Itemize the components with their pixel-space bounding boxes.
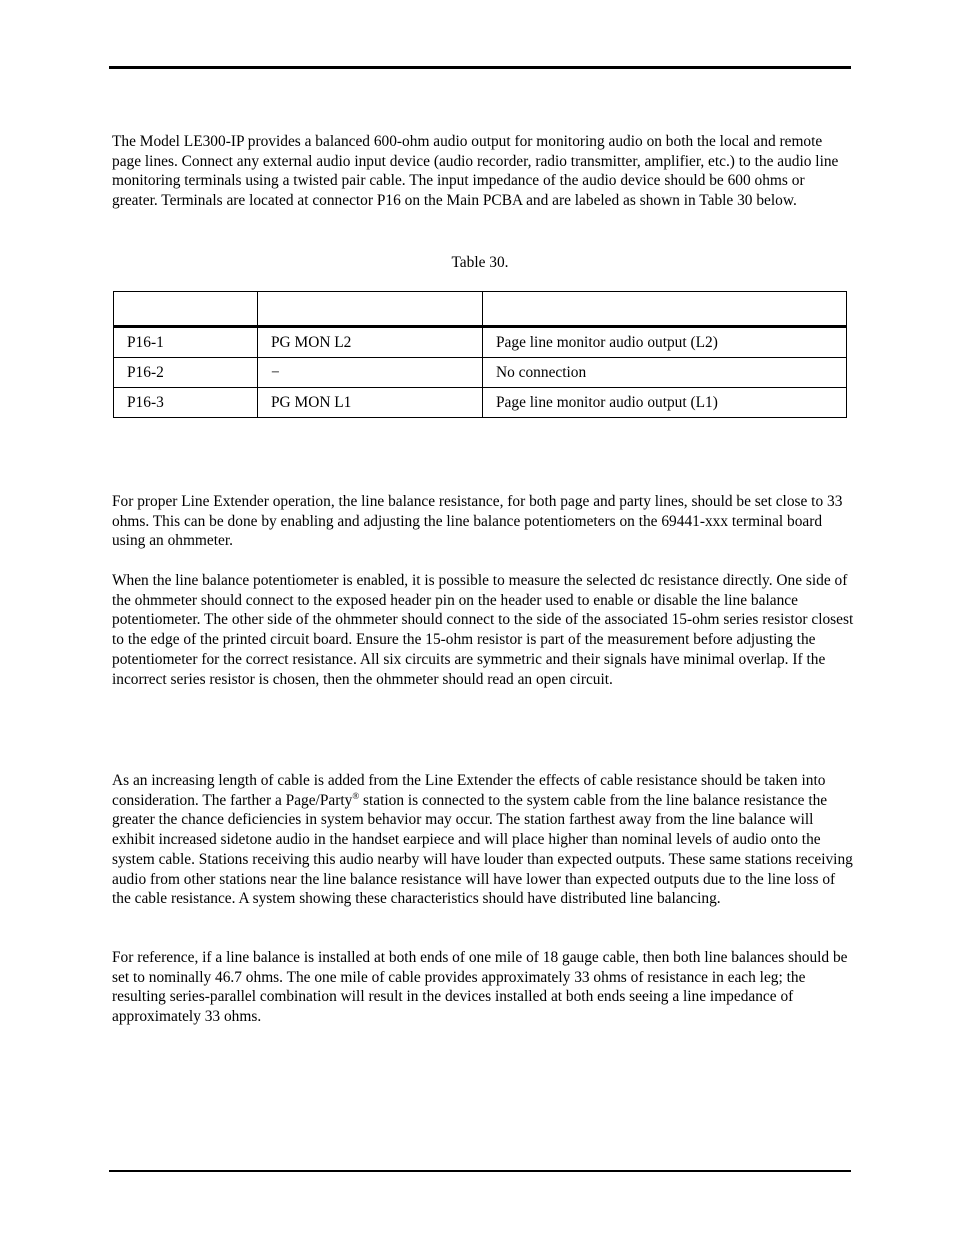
table-row	[114, 327, 847, 358]
pin-cell: P16-2	[114, 358, 258, 388]
table-header-cell	[114, 292, 258, 327]
table-header-row	[114, 292, 847, 327]
intro-paragraph: The Model LE300-IP provides a balanced 600-ohm audio output for monitoring audio on both the local and remote page lines. Connect any external audio input device (audio recorder, radio transmitter, amplifier, etc.) to the audio line monitoring terminals using a twisted pair cable. The input impedance of the audio device should be 600 ohms or greater. Terminals are located at connector P16 on the Main PCBA and are labeled as shown in Table 30 below.	[112, 133, 839, 210]
description-cell: Page line monitor audio output (L2)	[483, 327, 847, 358]
pin-cell: P16-1	[114, 327, 258, 358]
registered-mark: ®	[352, 790, 360, 801]
signal-cell: −	[258, 358, 483, 388]
table-header-cell	[258, 292, 483, 327]
cable-paragraph-1-start: As an increasing length of cable is added from the Line Extender the effects of cable resistance should be taken into consideration. The farther a Page/Party	[112, 772, 826, 809]
table-row	[114, 388, 847, 418]
header-rule	[109, 66, 851, 69]
line-balance-paragraph-2: When the line balance potentiometer is enabled, it is possible to measure the selected dc resistance directly. One side of the ohmmeter should connect to the exposed header pin on the header used to enable or disable the line balance potentiometer. The other side of the ohmmeter should connect to the side of the associated 15-ohm series resistor closest to the edge of the printed circuit board. Ensure the 15-ohm resistor is part of the measurement before adjusting the potentiometer for the correct resistance. All six circuits are symmetric and their signals have minimal overlap. If the incorrect series resistor is chosen, then the ohmmeter should read an open circuit.	[112, 572, 854, 688]
signal-cell: PG MON L1	[258, 388, 483, 418]
pin-cell: P16-3	[114, 388, 258, 418]
cable-paragraph-1-end: station is connected to the system cable from the line balance resistance the greater the chance deficiencies in system behavior may occur. The station farthest away from the line balance will exhibit increased sidetone audio in the handset earpiece and will place higher than nominal levels of audio onto the system cable. Stations receiving this audio nearby will have louder than expected outputs. These same stations receiving audio from other stations near the line balance resistance will have lower than expected outputs due to the line loss of the cable resistance. A system showing these characteristics should have distributed line balancing.	[112, 791, 853, 908]
pin-table	[113, 291, 847, 418]
table-caption: Table 30.	[451, 254, 509, 271]
table-header-cell	[483, 292, 847, 327]
line-balance-paragraph-1: For proper Line Extender operation, the line balance resistance, for both page and party lines, should be set close to 33 ohms. This can be done by enabling and adjusting the line balance potentiometers on the 69441-xxx terminal board using an ohmmeter.	[112, 493, 843, 550]
description-cell: No connection	[483, 358, 847, 388]
table-row	[114, 358, 847, 388]
cable-paragraph-2: For reference, if a line balance is installed at both ends of one mile of 18 gauge cable, then both line balances should be set to nominally 46.7 ohms. The one mile of cable provides approximately 33 ohms of resistance in each leg; the resulting series-parallel combination will result in the devices installed at both ends seeing a line impedance of approximately 33 ohms.	[112, 949, 848, 1026]
description-cell: Page line monitor audio output (L1)	[483, 388, 847, 418]
cable-paragraph-1	[112, 771, 854, 909]
signal-cell: PG MON L2	[258, 327, 483, 358]
footer-rule	[109, 1170, 851, 1172]
